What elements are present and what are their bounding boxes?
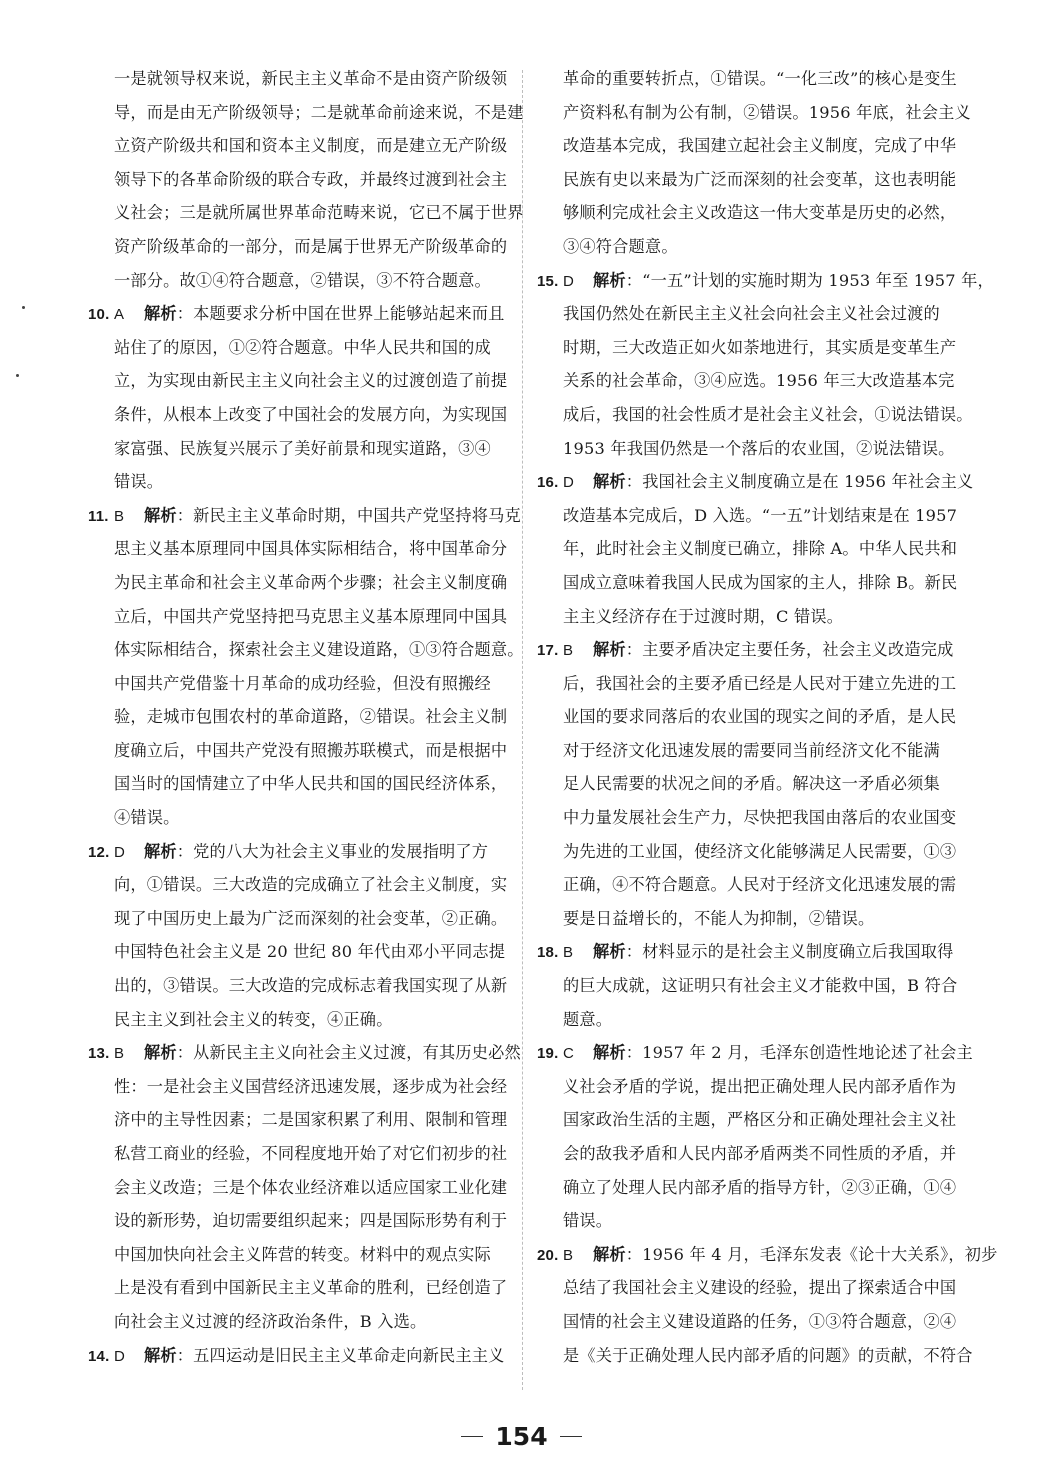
page-footer [0,1422,1043,1451]
answer-letter: B [563,1246,574,1264]
text-line: 一是就领导权来说，新民主主义革命不是由资产阶级领 [114,69,508,88]
text-line: 站住了的原因，①②符合题意。中华人民共和国的成 [114,337,491,357]
text-line: 正确，④不符合题意。人民对于经济文化迅速发展的需 [563,875,957,895]
text-line: 1953 年我国仍然是一个落后的农业国，②说法错误。 [563,438,955,458]
answer-letter: D [114,843,126,861]
text-line: 主主义经济存在于过渡时期，C 错误。 [563,606,844,626]
answer-item-head [537,264,994,298]
analysis-text: ：“一五”计划的实施时期为 1953 年至 1957 年， [625,270,994,290]
text-line: 年，此时社会主义制度已确立，排除 A。中华人民共和 [563,539,958,559]
text-line: 中国特色社会主义是 20 世纪 80 年代由邓小平同志提 [114,942,506,962]
text-line: 会的敌我矛盾和人民内部矛盾两类不同性质的矛盾，并 [563,1144,957,1163]
answer-letter: A [114,306,125,324]
text-line: 改造基本完成后，D 入选。“一五”计划结束是在 1957 [563,505,958,525]
text-line: 私营工商业的经验，不同程度地开始了对它们初步的社 [114,1144,508,1163]
text-line: 导，而是由无产阶级领导；二是就革命前途来说，不是建 [114,102,524,122]
analysis-label: 解析 [593,270,626,290]
answer-item-head [88,499,521,533]
answer-letter: B [563,642,574,660]
answer-letter: B [114,1045,125,1063]
text-line: 中力量发展社会生产力，尽快把我国由落后的农业国变 [563,808,957,828]
text-line: 民主主义到社会主义的转变，④正确。 [114,1009,393,1029]
right-column [537,62,998,1372]
text-line: 义社会矛盾的学说，提出把正确处理人民内部矛盾作为 [563,1076,957,1096]
text-line: 业国的要求同落后的农业国的现实之间的矛盾，是人民 [563,707,957,727]
text-line: 对于经济文化迅速发展的需要同当前经济文化不能满 [563,740,940,760]
analysis-label: 解析 [144,1043,177,1063]
answer-item-head [88,1339,506,1373]
question-number: 18. [537,944,559,962]
question-number: 11. [88,507,109,525]
text-line: 会主义改造；三是个体农业经济难以适应国家工业化建 [114,1177,508,1197]
text-line: 验，走城市包围农村的革命道路，②错误。社会主义制 [114,707,508,727]
text-line: 上是没有看到中国新民主主义革命的胜利，已经创造了 [114,1278,508,1298]
analysis-label: 解析 [593,472,626,492]
text-line: 的巨大成就，这证明只有社会主义才能救中国，B 符合 [563,976,958,996]
answer-letter: D [563,474,575,492]
text-line: 确立了处理人民内部矛盾的指导方针，②③正确，①④ [563,1177,957,1197]
text-line: 现了中国历史上最为广泛而深刻的社会变革，②正确。 [114,908,508,928]
analysis-label: 解析 [593,942,626,962]
text-line: 立后，中国共产党坚持把马克思主义基本原理同中国具 [114,606,508,626]
text-line: 向，①错误。三大改造的完成确立了社会主义制度，实 [114,875,508,895]
text-line: 我国仍然处在新民主主义社会向社会主义社会过渡的 [563,304,940,324]
text-line: 济中的主导性因素；二是国家积累了利用、限制和管理 [114,1110,508,1130]
text-line: 向社会主义过渡的经济政治条件，B 入选。 [114,1311,427,1331]
text-line: 错误。 [114,472,164,492]
answer-item-head [88,835,506,869]
text-line: 革命的重要转折点，①错误。“一化三改”的核心是变生 [563,69,957,88]
analysis-label: 解析 [144,505,177,525]
text-line: ④错误。 [114,808,180,828]
text-line: 中国加快向社会主义阵营的转变。材料中的观点实际 [114,1244,491,1264]
text-line: 总结了我国社会主义建设的经验，提出了探索适合中国 [563,1278,957,1298]
question-number: 13. [88,1045,110,1063]
text-line: 资产阶级革命的一部分，而是属于世界无产阶级革命的 [114,236,508,256]
column-divider [522,70,523,1390]
text-line: 为民主革命和社会主义革命两个步骤；社会主义制度确 [114,572,508,592]
analysis-text: ：党的八大为社会主义事业的发展指明了方 [176,841,489,861]
footer-rule-right [560,1436,582,1437]
analysis-text: ：材料显示的是社会主义制度确立后我国取得 [625,942,954,962]
analysis-label: 解析 [144,304,177,324]
question-number: 16. [537,474,559,492]
text-line: 性：一是社会主义国营经济迅速发展，逐步成为社会经 [114,1076,508,1096]
analysis-text: ：主要矛盾决定主要任务，社会主义改造完成 [625,640,954,660]
answer-item-head [537,465,974,499]
text-line: 义社会；三是就所属世界革命范畴来说，它已不属于世界 [114,203,524,223]
analysis-text: ：我国社会主义制度确立是在 1956 年社会主义 [625,472,974,492]
text-line: 后，我国社会的主要矛盾已经是人民对于建立先进的工 [563,673,957,693]
question-number: 20. [537,1246,559,1264]
text-line: 国当时的国情建立了中华人民共和国的国民经济体系， [114,774,508,794]
answer-letter: D [114,1347,126,1365]
text-line: 设的新形势，迫切需要组织起来；四是国际形势有利于 [114,1211,508,1231]
text-line: 关系的社会革命，③④应选。1956 年三大改造基本完 [563,371,955,391]
text-line: 是《关于正确处理人民内部矛盾的问题》的贡献，不符合 [563,1345,973,1365]
text-line: 时期，三大改造正如火如荼地进行，其实质是变革生产 [563,337,957,357]
answer-letter: B [114,507,125,525]
text-line: 国情的社会主义建设道路的任务，①③符合题意，②④ [563,1311,957,1331]
text-line: 国成立意味着我国人民成为国家的主人，排除 B。新民 [563,572,958,592]
text-line: 国家政治生活的主题，严格区分和正确处理社会主义社 [563,1110,957,1130]
analysis-label: 解析 [144,1345,177,1365]
question-number: 19. [537,1045,559,1063]
text-line: 立资产阶级共和国和资本主义制度，而是建立无产阶级 [114,136,508,156]
scan-mark [22,306,25,309]
text-line: 立，为实现由新民主主义向社会主义的过渡创造了前提 [114,371,508,391]
analysis-label: 解析 [593,1043,626,1063]
text-line: 改造基本完成，我国建立起社会主义制度，完成了中华 [563,136,957,156]
scan-mark [16,374,19,377]
answer-letter: C [563,1045,575,1063]
text-line: 家富强、民族复兴展示了美好前景和现实道路，③④ [114,438,491,458]
answer-item-head [537,633,955,667]
analysis-text: ：1956 年 4 月，毛泽东发表《论十大关系》，初步 [625,1244,998,1264]
text-line: 民族有史以来最为广泛而深刻的社会变革，这也表明能 [563,169,957,189]
text-line: 度确立后，中国共产党没有照搬苏联模式，而是根据中 [114,740,508,760]
answer-item-head [537,1036,973,1070]
text-line: 题意。 [563,1009,613,1029]
text-line: 足人民需要的状况之间的矛盾。解决这一矛盾必须集 [563,774,940,794]
text-line: 错误。 [563,1211,613,1231]
text-line: ③④符合题意。 [563,236,678,256]
text-line: 一部分。故①④符合题意，②错误，③不符合题意。 [114,270,491,290]
text-line: 出的，③错误。三大改造的完成标志着我国实现了从新 [114,976,508,996]
answer-item-head [88,297,506,331]
text-line: 中国共产党借鉴十月革命的成功经验，但没有照搬经 [114,673,491,693]
analysis-text: ：从新民主主义向社会主义过渡，有其历史必然 [176,1043,521,1063]
text-line: 思主义基本原理同中国具体实际相结合，将中国革命分 [114,539,508,559]
page-number: 154 [495,1422,548,1451]
question-number: 10. [88,306,110,324]
question-number: 14. [88,1347,110,1365]
question-number: 17. [537,642,559,660]
answer-letter: D [563,272,575,290]
analysis-text: ：本题要求分析中国在世界上能够站起来而且 [176,304,505,324]
answer-item-head [537,1238,998,1272]
question-number: 15. [537,272,559,290]
left-column [88,62,524,1372]
answer-item-head [88,1036,521,1070]
analysis-text: ：新民主主义革命时期，中国共产党坚持将马克 [176,505,521,525]
analysis-text: ：1957 年 2 月，毛泽东创造性地论述了社会主 [625,1043,973,1063]
answer-item-head [537,935,955,969]
text-line: 领导下的各革命阶级的联合专政，并最终过渡到社会主 [114,169,508,189]
text-line: 成后，我国的社会性质才是社会主义社会，①说法错误。 [563,404,973,424]
analysis-label: 解析 [593,1244,626,1264]
analysis-label: 解析 [593,640,626,660]
question-number: 12. [88,843,110,861]
text-line: 产资料私有制为公有制，②错误。1956 年底，社会主义 [563,102,971,122]
answer-letter: B [563,944,574,962]
text-line: 要是日益增长的，不能人为抑制，②错误。 [563,908,875,928]
analysis-label: 解析 [144,841,177,861]
text-line: 条件，从根本上改变了中国社会的发展方向，为实现国 [114,404,508,424]
analysis-text: ：五四运动是旧民主主义革命走向新民主主义 [176,1345,505,1365]
text-line: 体实际相结合，探索社会主义建设道路，①③符合题意。 [114,640,524,660]
text-line: 为先进的工业国，使经济文化能够满足人民需要，①③ [563,841,957,861]
text-line: 够顺利完成社会主义改造这一伟大变革是历史的必然， [563,203,957,223]
footer-rule-left [461,1436,483,1437]
